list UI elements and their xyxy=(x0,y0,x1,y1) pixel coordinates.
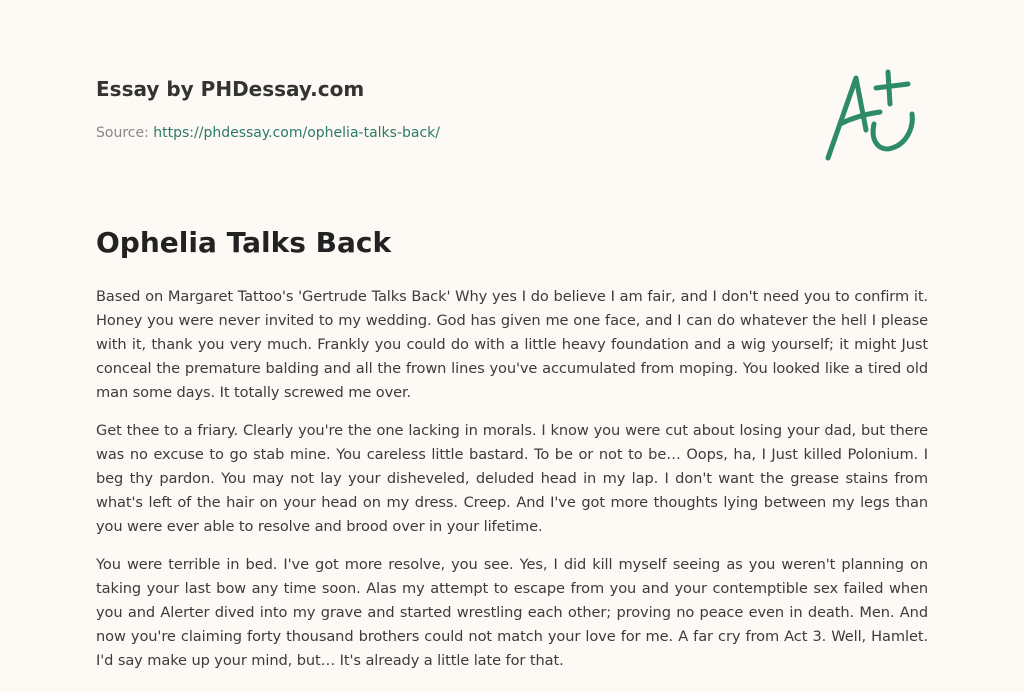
a-plus-logo-icon xyxy=(822,68,926,164)
source-label: Source: xyxy=(96,125,154,141)
essay-paragraph: You were terrible in bed. I've got more resolve, you see. Yes, I did kill myself seeing as you weren't planning on taking your last bow any time soon. Alas my attempt to escape from you and your contemptible sex failed when you and Alerter dived into my grave and started wrestling each other; proving no peace even in death. Men. And now you're claiming forty thousand brothers could not match your love for me. A far cry from Act 3. Well, Hamlet. I'd say make up your mind, but… It's already a little late for that. xyxy=(96,556,928,669)
essay-title: Ophelia Talks Back xyxy=(96,226,392,259)
source-link[interactable]: https://phdessay.com/ophelia-talks-back/ xyxy=(153,125,440,141)
site-brand: Essay by PHDessay.com xyxy=(96,77,365,101)
essay-body xyxy=(96,285,928,687)
source-line xyxy=(96,125,440,141)
essay-paragraph: Based on Margaret Tattoo's 'Gertrude Talks Back' Why yes I do believe I am fair, and I don't need you to confirm it. Honey you were never invited to my wedding. God has given me one face, and I can do whatever the hell I please with it, thank you very much. Frankly you could do with a little heavy foundation and a wig yourself; it might Just conceal the premature balding and all the frown lines you've accumulated from moping. You looked like a tired old man some days. It totally screwed me over. xyxy=(96,288,928,401)
essay-paragraph: Get thee to a friary. Clearly you're the one lacking in morals. I know you were cut about losing your dad, but there was no excuse to go stab mine. You careless little bastard. To be or not to be… Oops, ha, I Just killed Polonium. I beg thy pardon. You may not lay your disheveled, deluded head in my lap. I don't want the grease stains from what's left of the hair on your head on my dress. Creep. And I've got more thoughts lying between my legs than you were ever able to resolve and brood over in your lifetime. xyxy=(96,422,928,535)
